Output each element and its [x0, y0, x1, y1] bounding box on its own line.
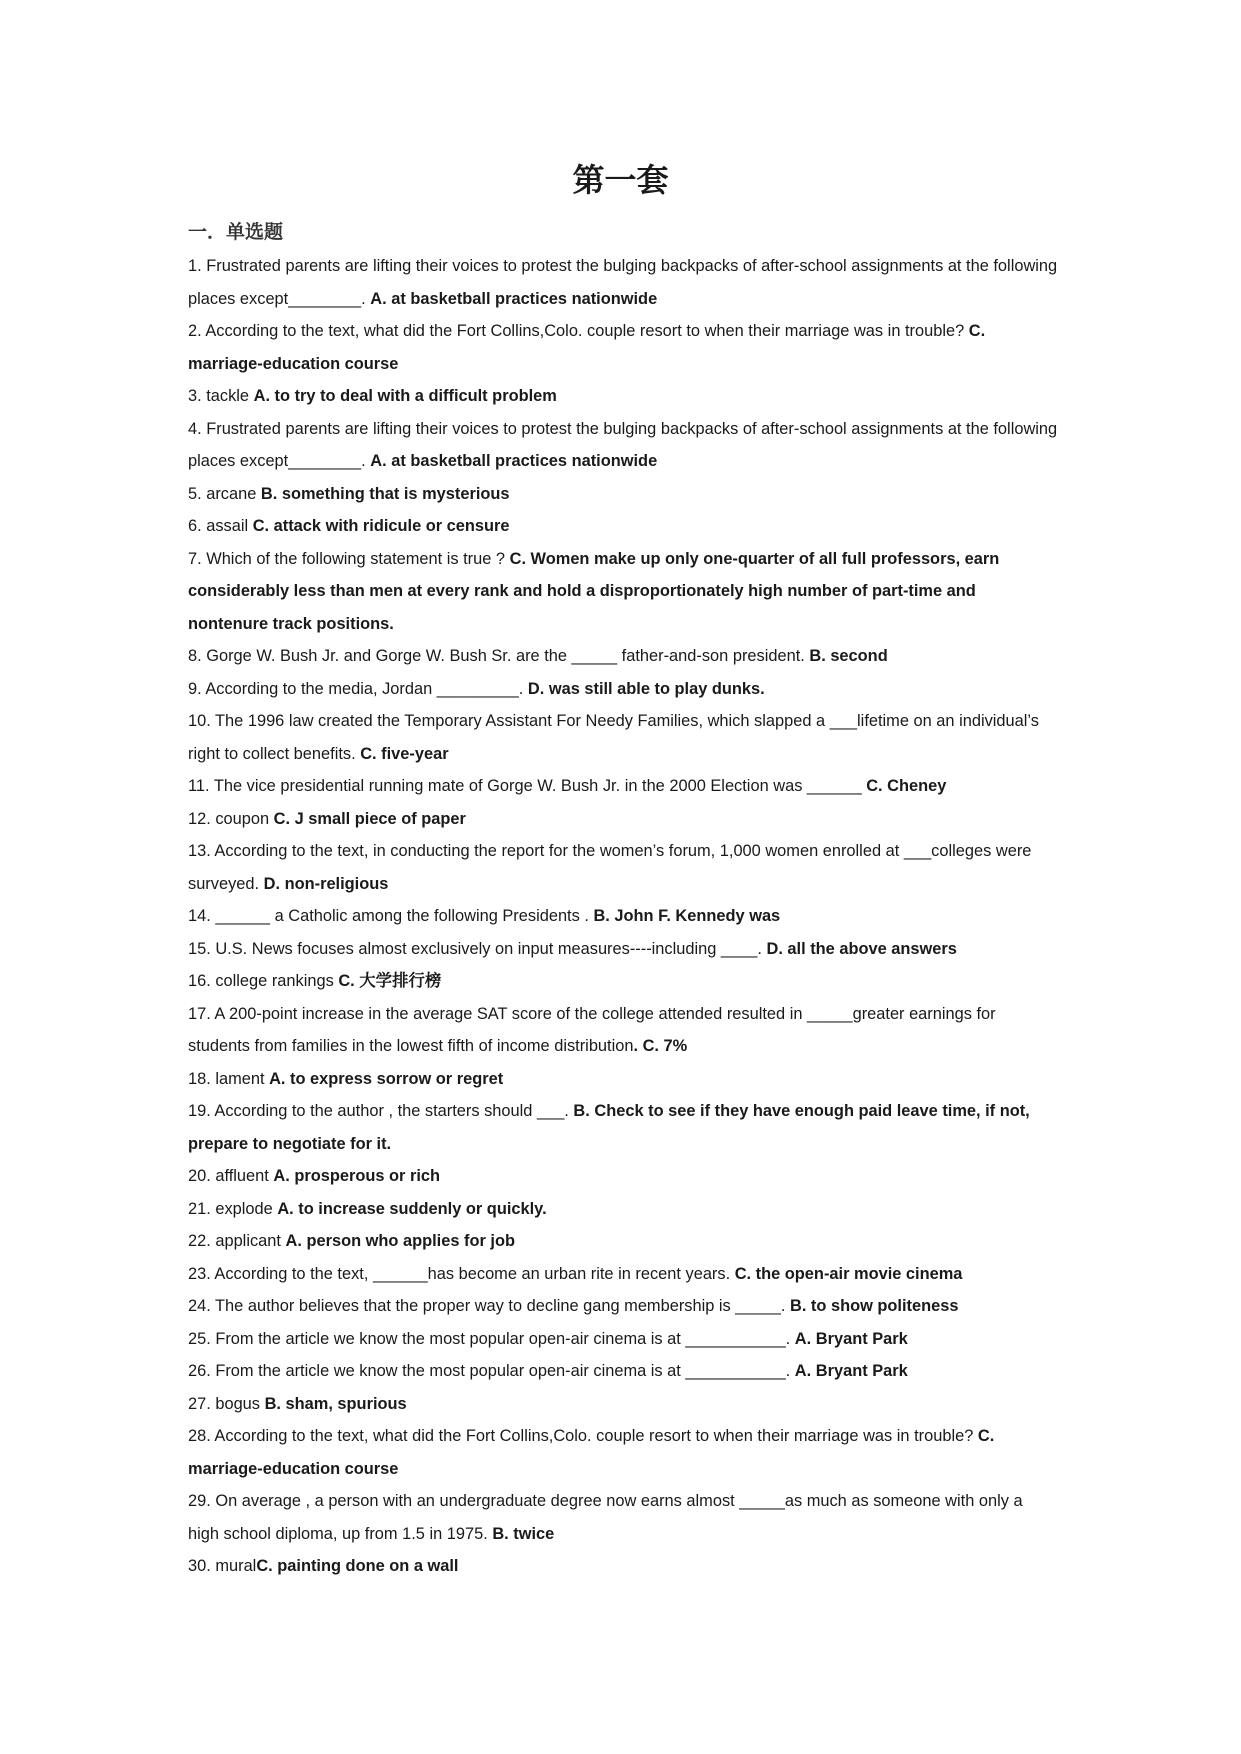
question-item: [188, 1323, 1058, 1356]
question-answer: A. at basketball practices nationwide: [370, 452, 658, 470]
question-item: [188, 1160, 1058, 1193]
question-answer: C. painting done on a wall: [256, 1557, 459, 1575]
question-stem: 25. From the article we know the most popular open-air cinema is at ___________.: [188, 1329, 795, 1348]
question-stem: 29. On average , a person with an undergraduate degree now earns almost _____as much as someone with only a high school diploma, up from 1.5 in 1975.: [188, 1492, 1023, 1543]
question-item: [188, 1095, 1058, 1160]
question-stem: 10. The 1996 law created the Temporary Assistant For Needy Families, which slapped a ___lifetime on an individual’s right to collect benefits.: [188, 712, 1039, 763]
question-item: [188, 478, 1058, 511]
question-item: [188, 1388, 1058, 1421]
question-answer: C. Cheney: [866, 777, 947, 795]
question-answer: C. marriage-education course: [188, 1427, 995, 1478]
question-stem: 6. assail: [188, 517, 253, 535]
question-stem: 3. tackle: [188, 387, 254, 405]
question-answer: A. to try to deal with a difficult problem: [253, 387, 557, 405]
question-stem: 8. Gorge W. Bush Jr. and Gorge W. Bush Sr. are the _____ father-and-son president.: [188, 647, 810, 665]
question-answer: . C. 7%: [633, 1037, 688, 1055]
document-title: 第一套: [572, 161, 669, 199]
question-item: [188, 933, 1058, 966]
question-answer: A. Bryant Park: [794, 1362, 908, 1380]
question-answer: B. to show politeness: [789, 1297, 959, 1315]
question-item: [188, 1355, 1058, 1388]
question-item: [188, 413, 1058, 478]
question-stem: 16. college rankings: [188, 972, 339, 990]
question-item: [188, 315, 1058, 380]
question-stem: 2. According to the text, what did the Fort Collins,Colo. couple resort to when their marriage was in trouble?: [188, 322, 969, 340]
question-answer: C. 大学排行榜: [338, 972, 442, 990]
question-item: [188, 1485, 1058, 1550]
question-stem: 4. Frustrated parents are lifting their voices to protest the bulging backpacks of after-school assignments at the following places except________.: [188, 419, 1058, 470]
question-list: [188, 250, 1058, 1583]
question-answer: A. to increase suddenly or quickly.: [277, 1199, 547, 1218]
question-answer: C. Women make up only one-quarter of all full professors, earn considerably less than men at every rank and hold a disproportionately high number of part-time and nontenure track positions.: [188, 549, 1000, 633]
question-item: [188, 673, 1058, 706]
question-answer: C. the open-air movie cinema: [734, 1264, 963, 1283]
question-item: [188, 1063, 1058, 1096]
question-answer: A. at basketball practices nationwide: [370, 289, 658, 308]
question-answer: B. sham, spurious: [264, 1394, 407, 1413]
question-answer: C. J small piece of paper: [273, 809, 466, 828]
question-stem: 24. The author believes that the proper way to decline gang membership is _____.: [188, 1297, 790, 1315]
question-stem: 27. bogus: [188, 1394, 265, 1413]
question-item: [188, 770, 1058, 803]
question-answer: B. second: [809, 647, 888, 665]
question-answer: A. Bryant Park: [794, 1329, 908, 1348]
question-stem: 23. According to the text, ______has become an urban rite in recent years.: [188, 1264, 735, 1283]
question-stem: 20. affluent: [188, 1167, 274, 1185]
question-stem: 18. lament: [188, 1069, 270, 1088]
question-item: [188, 543, 1058, 641]
question-stem: 28. According to the text, what did the Fort Collins,Colo. couple resort to when their marriage was in trouble?: [188, 1427, 978, 1445]
question-item: [188, 380, 1058, 413]
question-item: [188, 1420, 1058, 1485]
question-item: [188, 510, 1058, 543]
question-answer: B. something that is mysterious: [260, 484, 510, 503]
question-stem: 9. According to the media, Jordan _________.: [188, 679, 528, 698]
question-stem: 15. U.S. News focuses almost exclusively on input measures----including ____.: [188, 939, 767, 958]
question-stem: 5. arcane: [188, 484, 261, 503]
question-stem: 12. coupon: [188, 809, 274, 828]
question-stem: 17. A 200-point increase in the average SAT score of the college attended resulted in _____greater earnings for students from families in the lowest fifth of income distribution: [188, 1004, 996, 1055]
question-stem: 7. Which of the following statement is true ?: [188, 549, 510, 568]
question-item: [188, 705, 1058, 770]
question-stem: 14. ______ a Catholic among the following Presidents .: [188, 907, 594, 925]
question-item: [188, 835, 1058, 900]
question-answer: A. to express sorrow or regret: [269, 1069, 504, 1088]
question-stem: 13. According to the text, in conducting the report for the women’s forum, 1,000 women enrolled at ___colleges were surveyed.: [188, 842, 1032, 893]
question-item: [188, 1258, 1058, 1291]
section-heading: 一．单选题: [188, 221, 284, 243]
question-answer: C. marriage-education course: [188, 322, 986, 373]
question-item: [188, 998, 1058, 1063]
question-answer: B. twice: [492, 1524, 555, 1543]
question-answer: C. attack with ridicule or censure: [252, 517, 510, 535]
question-answer: D. all the above answers: [766, 939, 957, 958]
question-answer: D. non-religious: [263, 874, 389, 893]
question-stem: 19. According to the author , the starters should ___.: [188, 1102, 574, 1120]
question-answer: A. person who applies for job: [285, 1232, 516, 1250]
question-answer: B. John F. Kennedy was: [593, 907, 781, 925]
question-item: [188, 1193, 1058, 1226]
question-stem: 11. The vice presidential running mate of Gorge W. Bush Jr. in the 2000 Election was ______: [188, 777, 867, 795]
question-stem: 21. explode: [188, 1199, 278, 1218]
question-stem: 30. mural: [188, 1557, 257, 1575]
question-stem: 1. Frustrated parents are lifting their voices to protest the bulging backpacks of after-school assignments at the following places except________.: [188, 257, 1058, 308]
question-item: [188, 1225, 1058, 1258]
question-item: [188, 1550, 1058, 1583]
question-item: [188, 803, 1058, 836]
question-stem: 22. applicant: [188, 1232, 286, 1250]
question-item: [188, 965, 1058, 998]
question-stem: 26. From the article we know the most popular open-air cinema is at ___________.: [188, 1362, 795, 1380]
question-item: [188, 900, 1058, 933]
question-answer: A. prosperous or rich: [273, 1167, 441, 1185]
question-item: [188, 1290, 1058, 1323]
question-answer: B. Check to see if they have enough paid leave time, if not, prepare to negotiate for it.: [188, 1102, 1030, 1153]
question-answer: D. was still able to play dunks.: [527, 679, 765, 698]
question-item: [188, 640, 1058, 673]
question-item: [188, 250, 1058, 315]
question-answer: C. five-year: [360, 744, 449, 763]
